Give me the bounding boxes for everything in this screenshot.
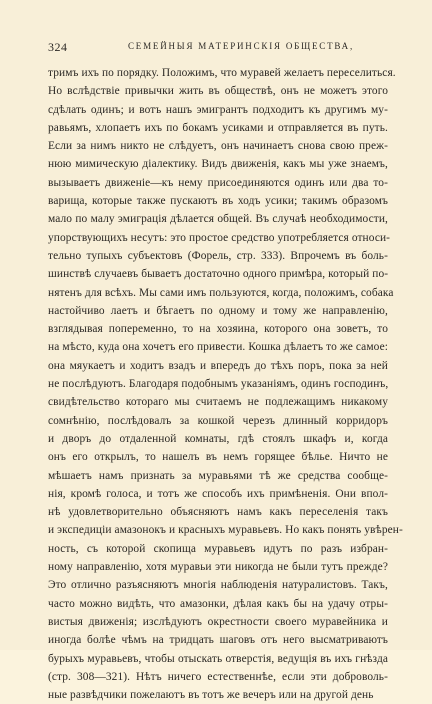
text-line: нюю мимическую діалектику. Видъ движенія, какъ мы уже знаемъ, (48, 158, 388, 171)
text-line: (стр. 308—321). Нѣтъ ничего естественнѣе, если эти доброволь- (48, 670, 388, 683)
text-line: бурыхъ муравьевъ, чтобы отыскать отверстія, ведущія въ ихъ гнѣзда (48, 652, 388, 665)
text-line: вызываетъ движеніе—къ нему присоединяются одинъ или два то- (48, 176, 388, 189)
text-line: тельно тупыхъ субъектовъ (Форель, стр. 333). Впрочемъ въ боль- (48, 249, 388, 262)
text-line: шинствѣ случаевъ бываетъ достаточно одного примѣра, который по- (48, 268, 389, 281)
text-line: Это отлично разъясняютъ многія наблюденія натуралистовъ. Такъ, (48, 579, 388, 592)
text-line: упорствующихъ несутъ: это простое средство употребляется относи- (48, 231, 391, 244)
text-line: она мяукаетъ и ходитъ взадъ и впередъ до тѣхъ поръ, пока за ней (48, 359, 388, 372)
text-line: Если за нимъ никто не слѣдуетъ, онъ начинаетъ снова свою преж- (48, 140, 388, 153)
text-line: сомнѣнію, послѣдовалъ за кошкой черезъ длинный корридоръ (48, 414, 388, 427)
text-line: сдѣлать одинъ; и вотъ нашъ эмигрантъ подходитъ къ другимъ му- (48, 103, 388, 116)
text-line: тримъ ихъ по порядку. Положимъ, что муравей желаетъ переселиться. (48, 67, 396, 79)
body-text (48, 64, 403, 704)
text-line: мѣшаетъ намъ признать за муравьями тѣ же средства сообще- (48, 469, 388, 482)
text-line: Но вслѣдствіе привычки жить въ обществѣ, онъ не можетъ этого (48, 85, 388, 98)
text-line: настойчиво лаетъ и бѣгаетъ по одному и тому же направленію, (48, 304, 388, 317)
text-line: мало по малу эмиграція дѣлается общей. Въ случаѣ необходимости, (48, 213, 388, 226)
text-line: взглядывая попеременно, то на хозяина, которого она зоветъ, то (48, 323, 388, 336)
text-line: и дворъ до отдаленной комнаты, гдѣ стоялъ шкафъ и, когда (48, 432, 388, 445)
text-line: свидѣтельство котораго мы считаемъ не подлежащимъ никакому (48, 396, 388, 409)
text-line: на мѣсто, куда она хочетъ его привести. Кошка дѣлаетъ то же самое: (48, 341, 388, 354)
text-line: иногда болѣе чѣмъ на тридцать шаговъ отъ него высматриваютъ (48, 634, 388, 647)
text-line: не послѣдуютъ. Благодаря подобнымъ указаніямъ, одинъ господинъ, (48, 378, 389, 391)
text-line: нѣ удовлетворительно объясняютъ намъ какъ переселенія такъ (48, 506, 388, 519)
text-line: ность, съ которой скопища муравьевъ идутъ по разъ избран- (48, 542, 388, 555)
text-line: ные развѣдчики пожелаютъ въ тотъ же вечеръ или на другой день (48, 689, 374, 702)
text-line: вистыя движенія; изслѣдуютъ окрестности своего муравейника и (48, 615, 388, 628)
text-line: варища, которые также пускаютъ въ ходъ усики; такимъ образомъ (48, 195, 388, 208)
text-line: нятенъ для всѣхъ. Мы сами имъ пользуются, когда, положимъ, собака (48, 286, 394, 299)
text-line: часто можно видѣть, что амазонки, дѣлая какъ бы на удачу отры- (48, 597, 388, 610)
page-number: 324 (48, 40, 68, 54)
text-line: нія, кромѣ голоса, и тотъ же способъ ихъ примѣненія. Они впол- (48, 487, 388, 500)
text-line: равьямъ, хлопаетъ ихъ по бокамъ усиками и отправляется въ путь. (48, 121, 388, 134)
text-line: онъ его открылъ, то нашелъ въ немъ горящее бѣлье. Ничто не (48, 451, 388, 464)
text-line: ному направленію, хотя муравьи эти никогда не были тутъ прежде? (48, 561, 388, 574)
page-header (48, 40, 386, 56)
running-title: СЕМЕЙНЫЯ МАТЕРИНСКІЯ ОБЩЕСТВА, (128, 41, 354, 51)
text-line: и экспедиціи амазонокъ и красныхъ муравьевъ. Но какъ понять увѣрен- (48, 524, 403, 537)
